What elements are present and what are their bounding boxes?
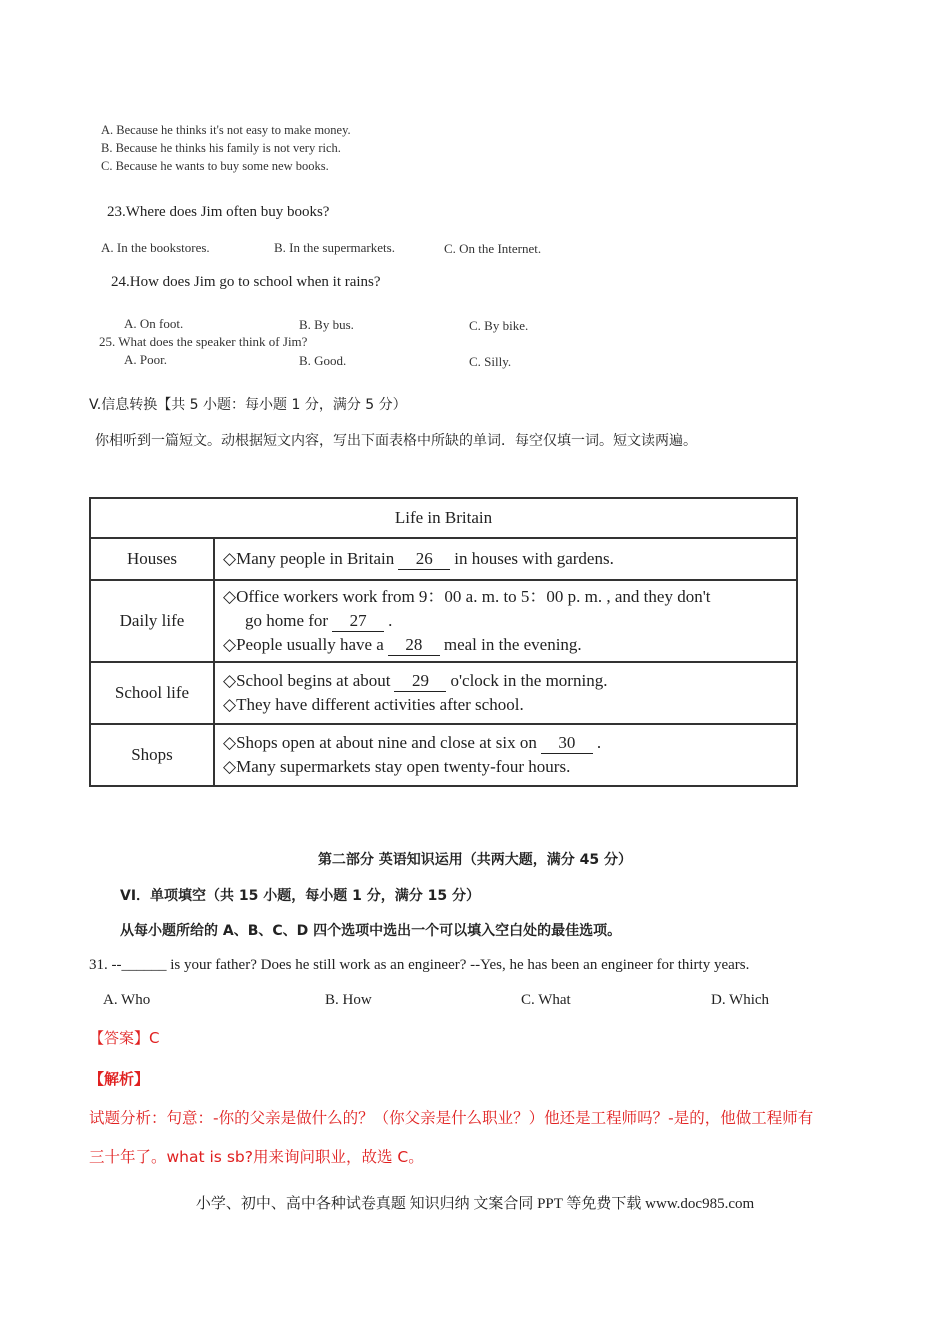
content-line: ◇School begins at about 29 o'clock in the morning. [223,671,608,690]
table-row-daily-life [90,580,797,662]
content-line: ◇Many people in Britain 26 in houses with gardens. [223,549,614,568]
answer-blank-28: 28 [388,635,440,656]
q24-option-b: B. By bus. [299,317,354,332]
row-content [214,662,797,724]
q31-answer: 【答案】C [89,1029,160,1047]
q23-option-b: B. In the supermarkets. [274,240,395,255]
section6-heading: VI．单项填空（共 15 小题，每小题 1 分，满分 15 分） [120,888,480,904]
q22-option-a: A. Because he thinks it's not easy to make money. [101,123,351,137]
q25-option-b: B. Good. [299,353,347,368]
q31-option-c: C. What [521,992,571,1008]
q31-question: 31. --______ is your father? Does he still work as an engineer? --Yes, he has been an engineer for thirty years. [89,957,750,973]
section6-instruction: 从每小题所给的 A、B、C、D 四个选项中选出一个可以填入空白处的最佳选项。 [120,923,622,939]
section5-heading: V.信息转换【共 5 小题：每小题 1 分，满分 5 分） [89,397,407,413]
content-line: ◇Office workers work from 9：00 a. m. to 5：00 p. m. , and they don't [223,587,711,606]
row-label: Daily life [90,580,214,662]
answer-blank-26: 26 [398,549,450,570]
row-label: Houses [90,538,214,580]
footer: 小学、初中、高中各种试卷真题 知识归纳 文案合同 PPT 等免费下载 www.doc985.com [195,1196,755,1212]
q22-option-b: B. Because he thinks his family is not very rich. [101,141,341,155]
content-line: ◇They have different activities after school. [223,695,524,714]
q23-option-c: C. On the Internet. [444,241,542,256]
table-row-school-life [90,662,797,724]
q31-analysis-line2: 三十年了。what is sb?用来询问职业，故选 C。 [89,1148,424,1166]
row-label: Shops [90,724,214,786]
q23-option-a: A. In the bookstores. [101,240,210,255]
q31-analysis-label: 【解析】 [89,1070,150,1088]
q31-option-a: A. Who [103,992,151,1008]
q22-option-c: C. Because he wants to buy some new books. [101,159,329,173]
part2-heading: 第二部分 英语知识运用（共两大题，满分 45 分） [317,852,633,868]
answer-blank-30: 30 [541,733,593,754]
q24-option-a: A. On foot. [124,316,184,331]
q31-option-d: D. Which [711,992,770,1008]
q31-analysis-line1: 试题分析：句意：-你的父亲是做什么的？（你父亲是什么职业？）他还是工程师吗？-是的，他做工程师有 [89,1109,814,1127]
q23-question: 23.Where does Jim often buy books? [107,204,330,220]
q25-question: 25. What does the speaker think of Jim? [99,334,308,349]
answer-blank-29: 29 [394,671,446,692]
content-line: ◇Many supermarkets stay open twenty-four hours. [223,757,571,776]
content-line: ◇Shops open at about nine and close at six on 30 . [223,733,602,752]
table-row-shops [90,724,797,786]
row-label: School life [90,662,214,724]
row-content [214,580,797,662]
q31-option-b: B. How [325,992,372,1008]
table-row-houses [90,538,797,580]
section5-instruction: 你相听到一篇短文。动根据短文内容，写出下面表格中所缺的单词．每空仅填一词。短文读两遍。 [95,433,697,449]
info-table [89,497,798,787]
q25-option-a: A. Poor. [124,352,167,367]
table-title: Life in Britain [90,498,797,538]
q24-option-c: C. By bike. [469,318,529,333]
answer-blank-27: 27 [332,611,384,632]
q24-question: 24.How does Jim go to school when it rains? [111,274,381,290]
row-content [214,538,797,580]
q25-option-c: C. Silly. [469,354,512,369]
content-line: ◇People usually have a 28 meal in the evening. [223,635,582,654]
content-line: go home for 27 . [245,611,393,630]
row-content [214,724,797,786]
